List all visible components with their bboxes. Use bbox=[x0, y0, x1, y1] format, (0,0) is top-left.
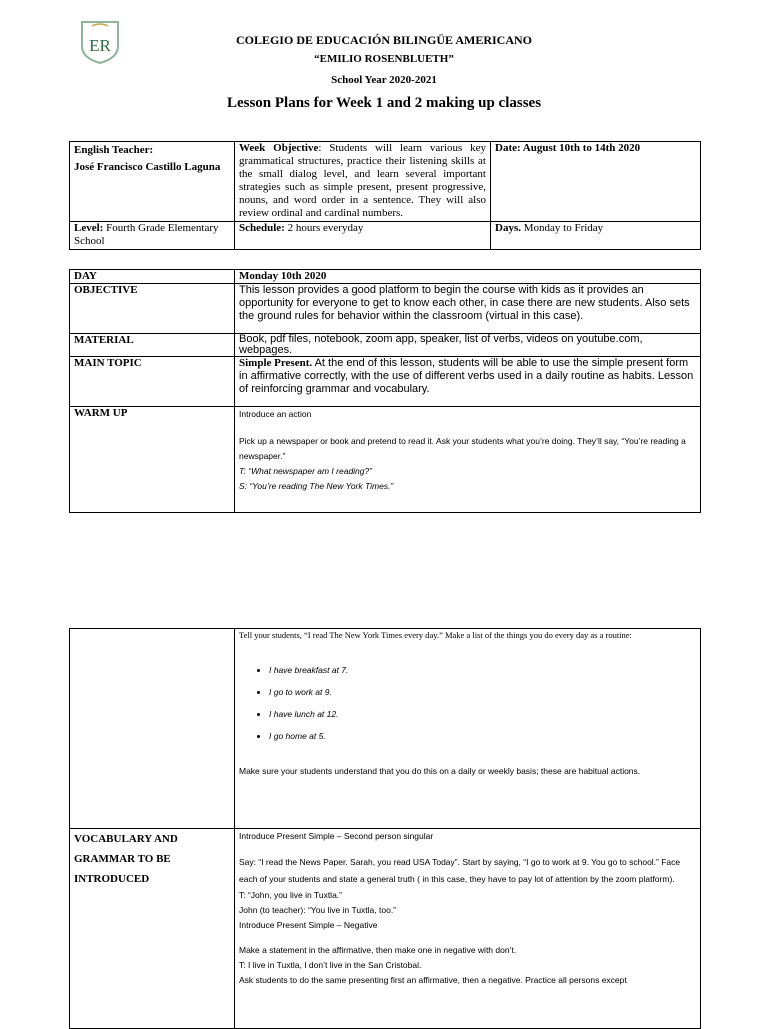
level-value: Fourth Grade Elementary School bbox=[74, 222, 219, 247]
vocabulary-negative-teacher-line: T: I live in Tuxtla, I don’t live in the San Cristobal. bbox=[239, 960, 422, 970]
warm-up-text: Pick up a newspaper or book and pretend to read it. Ask your students what you’re doing. They’ll say, “You’re reading a newspaper.” bbox=[239, 436, 686, 461]
lesson-plan-table bbox=[69, 269, 701, 513]
days-label: Days. bbox=[495, 222, 521, 234]
routine-cell bbox=[235, 629, 701, 829]
vocabulary-negative-text: Make a statement in the affirmative, then make one in negative with don’t. bbox=[239, 945, 517, 955]
level-label: Level: bbox=[74, 222, 104, 234]
warm-up-cell bbox=[235, 407, 701, 513]
list-item: • I go to work at 9. bbox=[269, 681, 696, 703]
teacher-info-table bbox=[69, 141, 701, 250]
days-value: Monday to Friday bbox=[520, 222, 604, 234]
day-value: Monday 10th 2020 bbox=[235, 270, 701, 284]
vocabulary-heading: Introduce Present Simple – Second person singular bbox=[239, 831, 434, 841]
routine-list bbox=[239, 659, 696, 747]
vocabulary-cell bbox=[235, 829, 701, 1029]
routine-note: Make sure your students understand that you do this on a daily or weekly basis; these are habitual actions. bbox=[239, 766, 641, 776]
warm-up-question: T: “What newspaper am I reading?” bbox=[239, 466, 373, 476]
empty-label-cell bbox=[70, 629, 235, 829]
main-topic-cell bbox=[235, 357, 701, 407]
schedule-label: Schedule: bbox=[239, 222, 285, 234]
schedule-value: 2 hours everyday bbox=[284, 222, 364, 234]
objective-label: OBJECTIVE bbox=[70, 284, 235, 334]
week-objective-cell bbox=[235, 142, 491, 222]
day-label: DAY bbox=[70, 270, 235, 284]
teacher-label: English Teacher: bbox=[74, 144, 154, 156]
vocabulary-john-line: John (to teacher): “You live in Tuxtla, too.” bbox=[239, 905, 397, 915]
logo-text: ER bbox=[89, 36, 111, 55]
lesson-plan-continuation-table bbox=[69, 628, 701, 1029]
schedule-cell bbox=[235, 222, 491, 250]
warm-up-answer: S: “You’re reading The New York Times.” bbox=[239, 481, 394, 491]
vocabulary-text: Say: “I read the News Paper. Sarah, you read USA Today”. Start by saying, “I go to work at 9. You go to school.” Face each of your students and state a general truth ( in this case, they have to pay lot of attention by the zoom platform). bbox=[239, 857, 681, 884]
warm-up-label: WARM UP bbox=[70, 407, 235, 513]
date-cell bbox=[491, 142, 701, 222]
level-cell bbox=[70, 222, 235, 250]
school-name: COLEGIO DE EDUCACIÓN BILINGÜE AMERICANO bbox=[235, 33, 533, 47]
date-text: Date: August 10th to 14th 2020 bbox=[495, 142, 641, 154]
vocabulary-practice: Ask students to do the same presenting first an affirmative, then a negative. Practice all persons except bbox=[239, 975, 627, 985]
days-cell bbox=[491, 222, 701, 250]
vocabulary-label: VOCABULARY AND GRAMMAR TO BE INTRODUCED bbox=[70, 829, 235, 1029]
main-topic-label: MAIN TOPIC bbox=[70, 357, 235, 407]
week-objective-text: : Students will learn various key grammatical structures, practice their listening skills at the small dialog level, and learn several important strategies such as simple present, present progressive, nouns, and word order in a sentence. They will also review ordinal and cardinal numbers. bbox=[239, 142, 487, 219]
document-title: Lesson Plans for Week 1 and 2 making up classes bbox=[226, 95, 542, 111]
teacher-cell bbox=[70, 142, 235, 222]
teacher-name: José Francisco Castillo Laguna bbox=[74, 161, 221, 173]
material-text: Book, pdf files, notebook, zoom app, speaker, list of verbs, videos on youtube.com, webpages. bbox=[235, 334, 701, 357]
main-topic-title: Simple Present. bbox=[239, 357, 313, 369]
school-year: School Year 2020-2021 bbox=[331, 74, 437, 86]
vocabulary-negative-heading: Introduce Present Simple – Negative bbox=[239, 920, 378, 930]
material-label: MATERIAL bbox=[70, 334, 235, 357]
objective-text: This lesson provides a good platform to begin the course with kids as it provides an opportunity for everyone to get to know each other, in case there are new students. Also sets the ground rules for behavior within the classroom (virtual in this case). bbox=[235, 284, 701, 334]
list-item: • I have breakfast at 7. bbox=[269, 659, 696, 681]
warm-up-intro: Introduce an action bbox=[239, 409, 312, 419]
vocabulary-teacher-line: T: “John, you live in Tuxtla.” bbox=[239, 890, 342, 900]
list-item: • I have lunch at 12. bbox=[269, 703, 696, 725]
week-objective-label: Week Objective bbox=[239, 142, 319, 154]
routine-intro: Tell your students, “I read The New York Times every day.” Make a list of the things you do every day as a routine: bbox=[239, 630, 632, 640]
school-subtitle: “EMILIO ROSENBLUETH” bbox=[314, 53, 454, 65]
main-topic-text: At the end of this lesson, students will be able to use the simple present form in affirmative correctly, with the use of different verbs used in a daily routine as habits. Lesson of reinforcing grammar and vocabulary. bbox=[239, 357, 694, 395]
list-item: • I go home at 5. bbox=[269, 725, 696, 747]
